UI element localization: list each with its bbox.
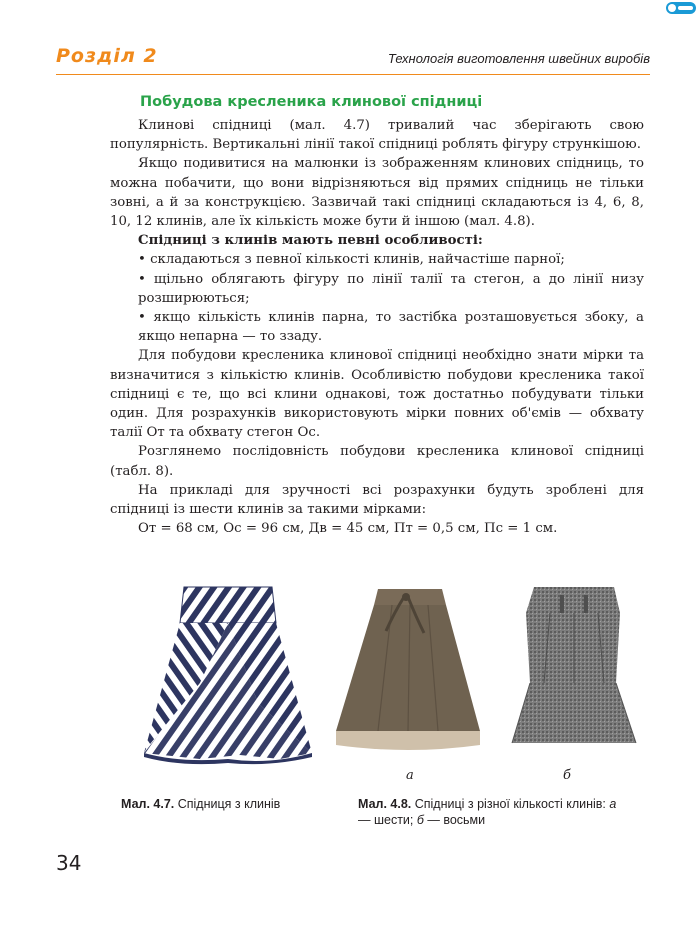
chapter-label: Розділ 2 xyxy=(56,45,158,67)
bullet-1: • складаються з певної кількості клинів, найчастіше парної; xyxy=(138,252,565,268)
caption-fig-4-8 xyxy=(358,796,628,828)
caption-text: — восьми xyxy=(423,813,486,827)
body-text xyxy=(110,116,644,538)
caption-text: — шести; xyxy=(358,813,417,827)
caption-fig-4-7 xyxy=(121,796,321,812)
striped-skirt-image xyxy=(140,583,315,765)
caption-letter-b: б xyxy=(416,813,424,827)
bullet-3: • якщо кількість клинів парна, то застібка розташовується збоку, а якщо непарна — то ззаду. xyxy=(138,310,644,345)
paragraph-4: Для побудови кресленика клинової спідниці необхідно знати мірки та визначитися з кількістю клинів. Особливістю побудови кресленика такої спідниці є те, що всі клини однакові, тож достатньо побудувати тільки один. Для розрахунків використовують мірки повних об'ємів — обхвату талії От та обхвату стегон Ос. xyxy=(110,348,644,441)
figure-letter-a: а xyxy=(406,768,414,783)
caption-label: Мал. 4.7. xyxy=(121,797,175,811)
header-rule xyxy=(56,74,650,75)
features-heading: Спідниці з клинів мають певні особливості: xyxy=(138,233,483,249)
caption-label: Мал. 4.8. xyxy=(358,797,412,811)
bullet-2: • щільно облягають фігуру по лінії талії та стегон, а до лінії низу розширюються; xyxy=(138,271,644,306)
measurements-line: От = 68 см, Ос = 96 см, Дв = 45 см, Пт = 0,5 см, Пс = 1 см. xyxy=(138,521,558,537)
page-number: 34 xyxy=(56,851,82,875)
figure-letter-b: б xyxy=(563,768,571,783)
grey-skirt-image xyxy=(510,583,638,753)
paragraph-1: Клинові спідниці (мал. 4.7) тривалий час зберігають свою популярність. Вертикальні лінії такої спідниці роблять фігуру стрункішою. xyxy=(110,118,644,153)
brown-skirt-image xyxy=(334,583,482,753)
paragraph-6: На прикладі для зручності всі розрахунки будуть зроблені для спідниці із шести клинів за такими мірками: xyxy=(110,482,644,518)
running-title: Технологія виготовлення швейних виробів xyxy=(387,51,650,66)
caption-letter-a: а xyxy=(609,797,617,811)
paragraph-5: Розглянемо послідовність побудови кресленика клинової спідниці (табл. 8). xyxy=(110,444,644,479)
publisher-logo xyxy=(666,2,696,14)
caption-text: Спідниці з різної кількості клинів: xyxy=(411,797,610,811)
paragraph-2: Якщо подивитися на малюнки із зображенням клинових спідниць, то можна побачити, що вони відрізняються від прямих спідниць не тільки зовні, а й за конструкцією. Зазвичай такі спідниці складаються із 4, 6, 8, 10, 12 клинів, але їх кількість може бути й іншою (мал. 4.8). xyxy=(110,156,644,230)
caption-text: Спідниця з клинів xyxy=(174,797,281,811)
page-header xyxy=(56,45,650,79)
section-title: Побудова кресленика клинової спідниці xyxy=(140,94,483,110)
